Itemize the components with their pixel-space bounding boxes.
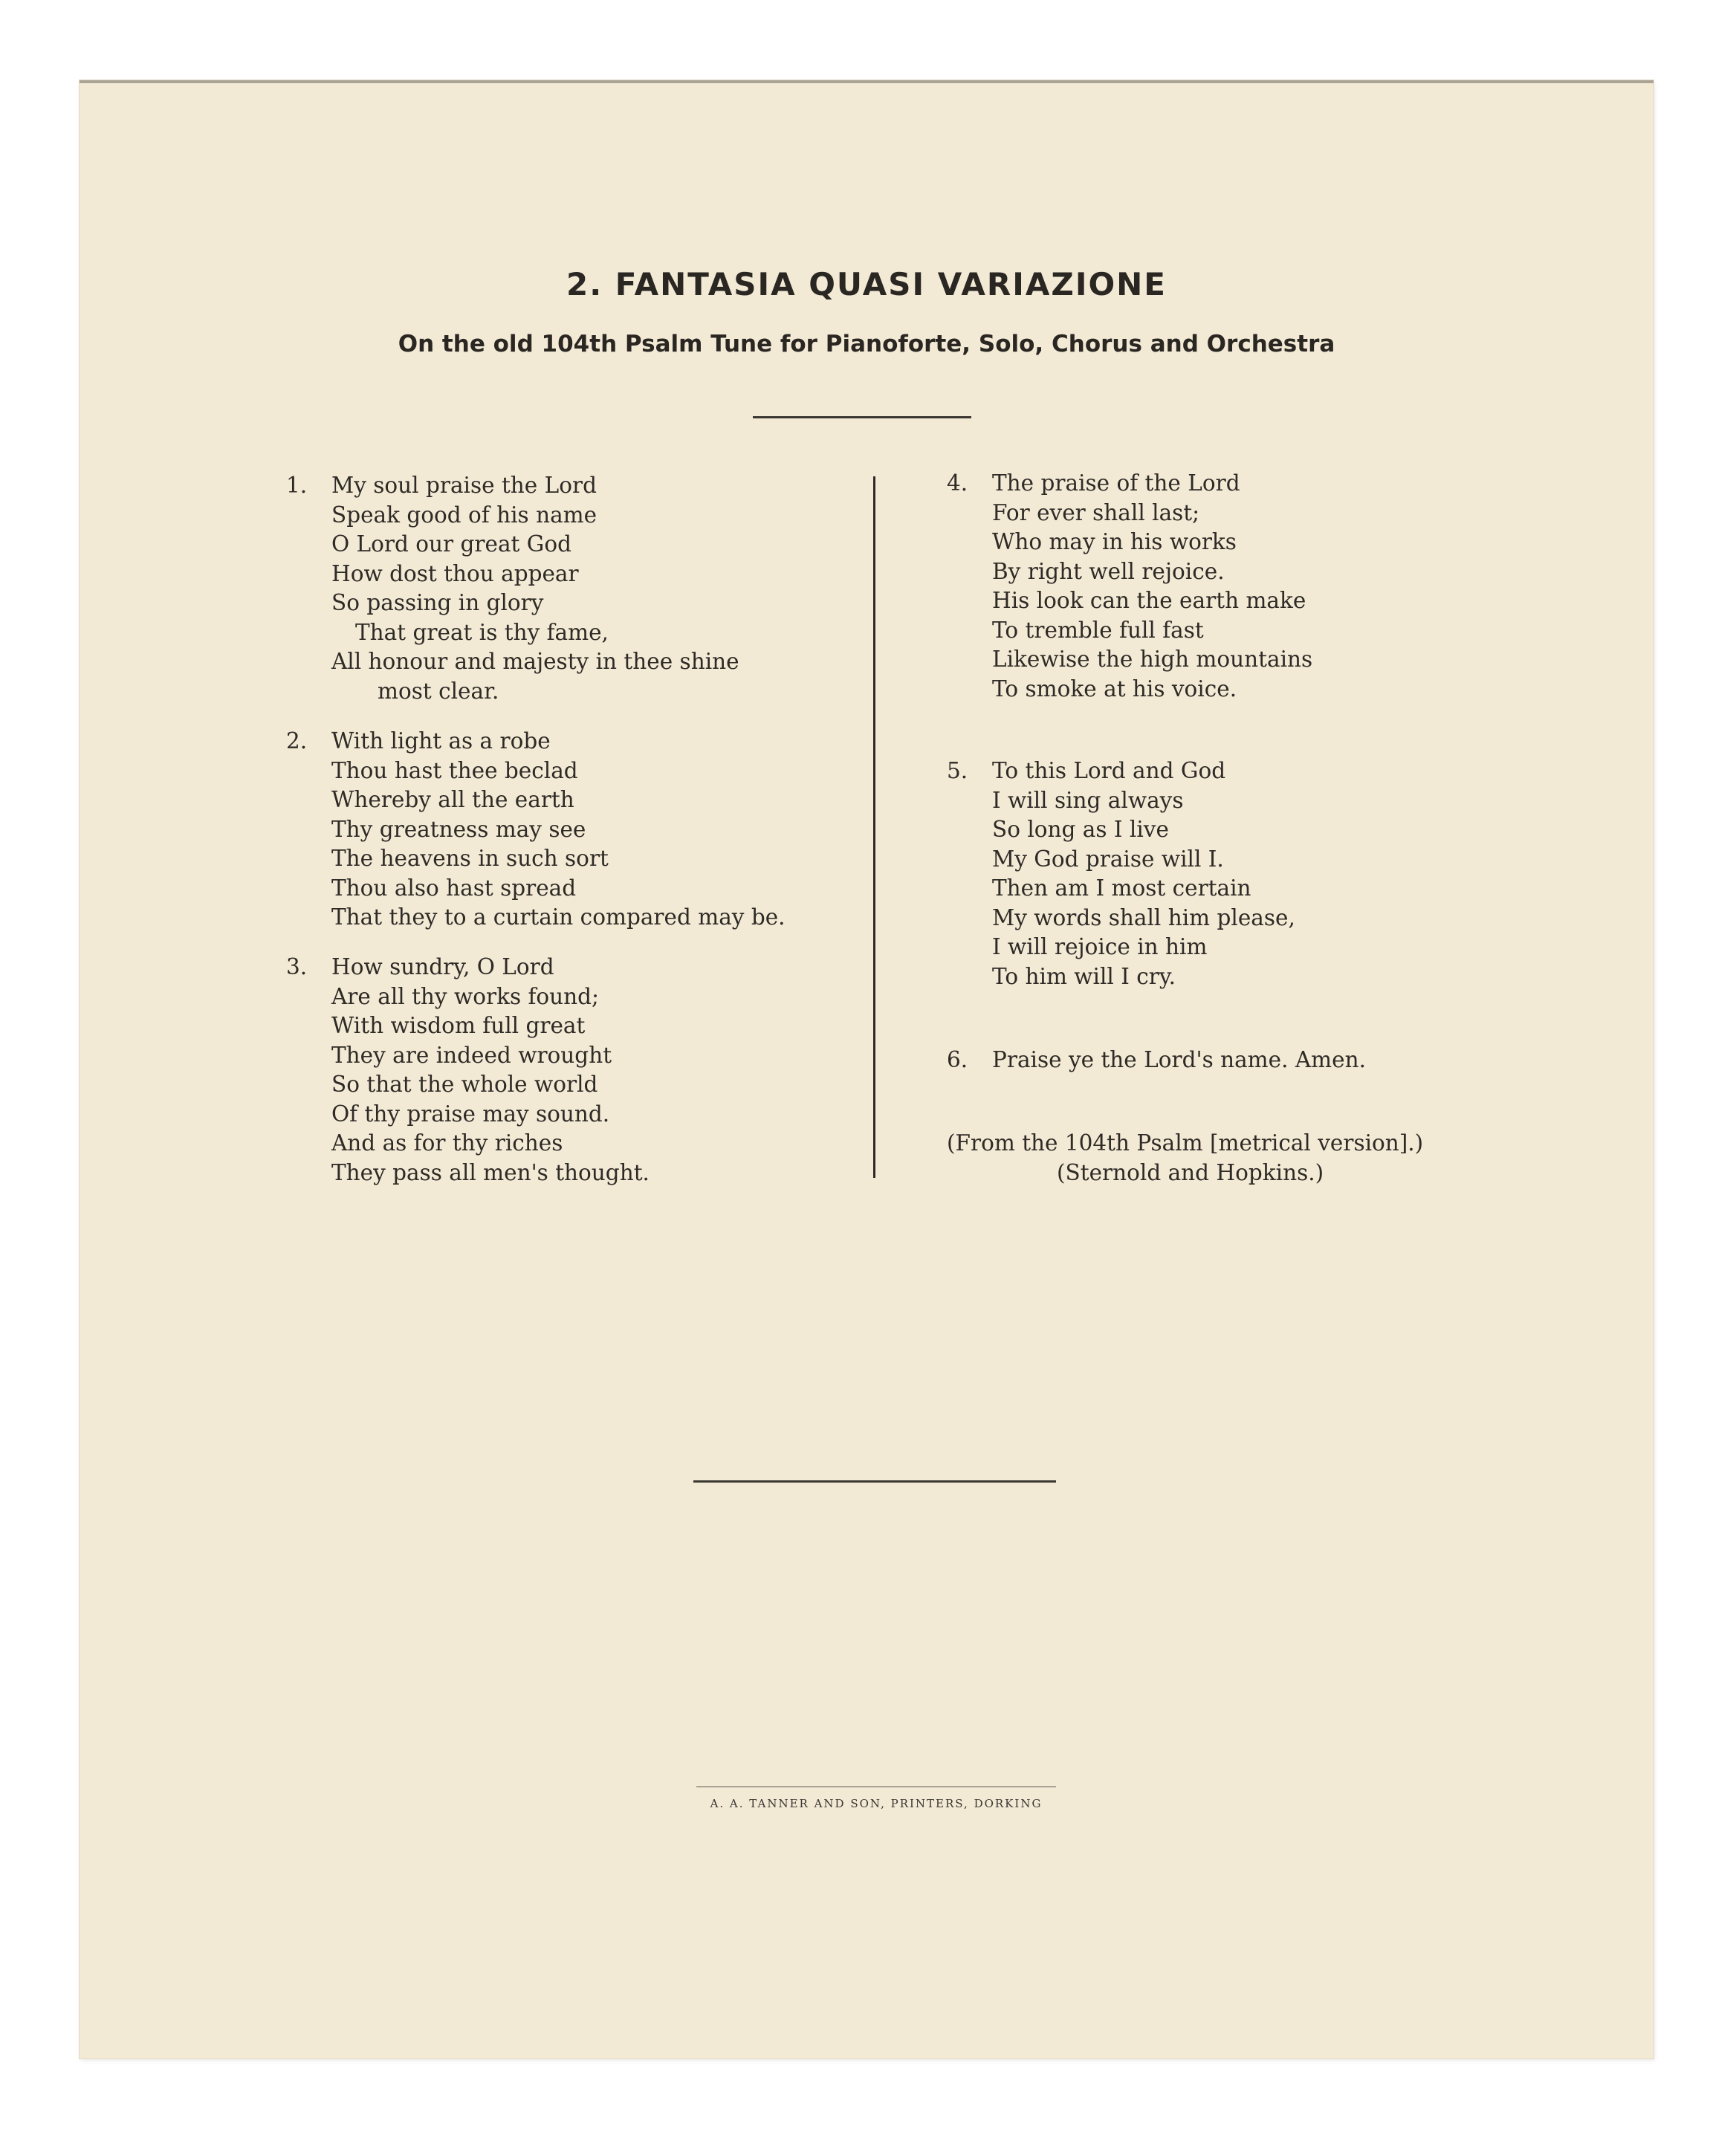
verse-lines xyxy=(992,757,1295,991)
verse-lines xyxy=(992,469,1312,704)
verse-line: My God praise will I. xyxy=(992,846,1224,872)
verse-line: So long as I live xyxy=(992,817,1169,842)
verse-line: That great is thy fame, xyxy=(355,619,609,645)
verse-line: Thy greatness may see xyxy=(331,816,586,842)
verse-line: That they to a curtain compared may be. xyxy=(331,904,786,930)
verse-line: They pass all men's thought. xyxy=(331,1159,650,1185)
verse-line: To this Lord and God xyxy=(992,758,1226,783)
verse-line: How dost thou appear xyxy=(331,560,579,586)
verse-lines xyxy=(331,727,786,933)
verse-number: 2. xyxy=(286,728,308,754)
verse-number: 1. xyxy=(286,473,308,498)
verse-line: The heavens in such sort xyxy=(331,846,609,871)
attribution-authors: (Sternold and Hopkins.) xyxy=(1057,1160,1324,1185)
verse-line: His look can the earth make xyxy=(992,588,1306,613)
verse-lines xyxy=(331,471,739,706)
verse-lines xyxy=(992,1046,1366,1075)
verse-line: Thou hast thee beclad xyxy=(331,757,578,783)
verse-line: All honour and majesty in thee shine xyxy=(331,649,739,674)
verse-line: Of thy praise may sound. xyxy=(331,1101,610,1127)
verse-line: Thou also hast spread xyxy=(331,875,577,901)
verse-line: They are indeed wrought xyxy=(331,1042,612,1068)
verse-line: I will sing always xyxy=(992,787,1184,813)
verse-line: most clear. xyxy=(378,678,499,704)
verse-line: Then am I most certain xyxy=(992,875,1251,901)
verse-line: Speak good of his name xyxy=(331,502,597,528)
top-divider-rule xyxy=(753,416,971,418)
verse-line: So that the whole world xyxy=(331,1072,598,1097)
verse-line: Are all thy works found; xyxy=(331,983,599,1009)
verse-line: I will rejoice in him xyxy=(992,934,1208,959)
page-subtitle: On the old 104th Psalm Tune for Pianoforte, Solo, Chorus and Orchestra xyxy=(398,331,1335,357)
verse-line: To tremble full fast xyxy=(992,617,1204,643)
verse-line: Likewise the high mountains xyxy=(992,647,1313,672)
verse-line: The praise of the Lord xyxy=(992,470,1240,496)
verse-line: For ever shall last; xyxy=(992,499,1200,525)
attribution-source: (From the 104th Psalm [metrical version].) xyxy=(947,1130,1424,1156)
verse-line: Praise ye the Lord's name. Amen. xyxy=(992,1047,1366,1072)
printer-imprint: A. A. TANNER AND SON, PRINTERS, DORKING xyxy=(710,1797,1043,1810)
page-title: 2. FANTASIA QUASI VARIAZIONE xyxy=(566,266,1167,302)
verse-line: My words shall him please, xyxy=(992,904,1295,930)
bottom-divider-rule xyxy=(693,1480,1056,1483)
verse-lines xyxy=(331,953,650,1188)
verse-line: With wisdom full great xyxy=(331,1013,586,1038)
verse-number: 6. xyxy=(947,1047,968,1072)
verse-line: To smoke at his voice. xyxy=(992,676,1237,702)
programme-page xyxy=(80,80,1654,2059)
verse-line: Whereby all the earth xyxy=(331,787,574,812)
verse-line: And as for thy riches xyxy=(331,1130,563,1156)
verse-line: By right well rejoice. xyxy=(992,558,1225,584)
verse-line: To him will I cry. xyxy=(992,963,1176,989)
verse-number: 3. xyxy=(286,954,308,979)
verse-line: My soul praise the Lord xyxy=(331,473,597,498)
verse-number: 4. xyxy=(947,470,968,496)
verse-line: With light as a robe xyxy=(331,728,551,754)
verse-number: 5. xyxy=(947,758,968,783)
verse-line: O Lord our great God xyxy=(331,531,571,557)
verse-line: Who may in his works xyxy=(992,529,1237,554)
verse-line: How sundry, O Lord xyxy=(331,954,554,979)
column-divider xyxy=(873,476,875,1178)
verse-line: So passing in glory xyxy=(331,590,544,615)
